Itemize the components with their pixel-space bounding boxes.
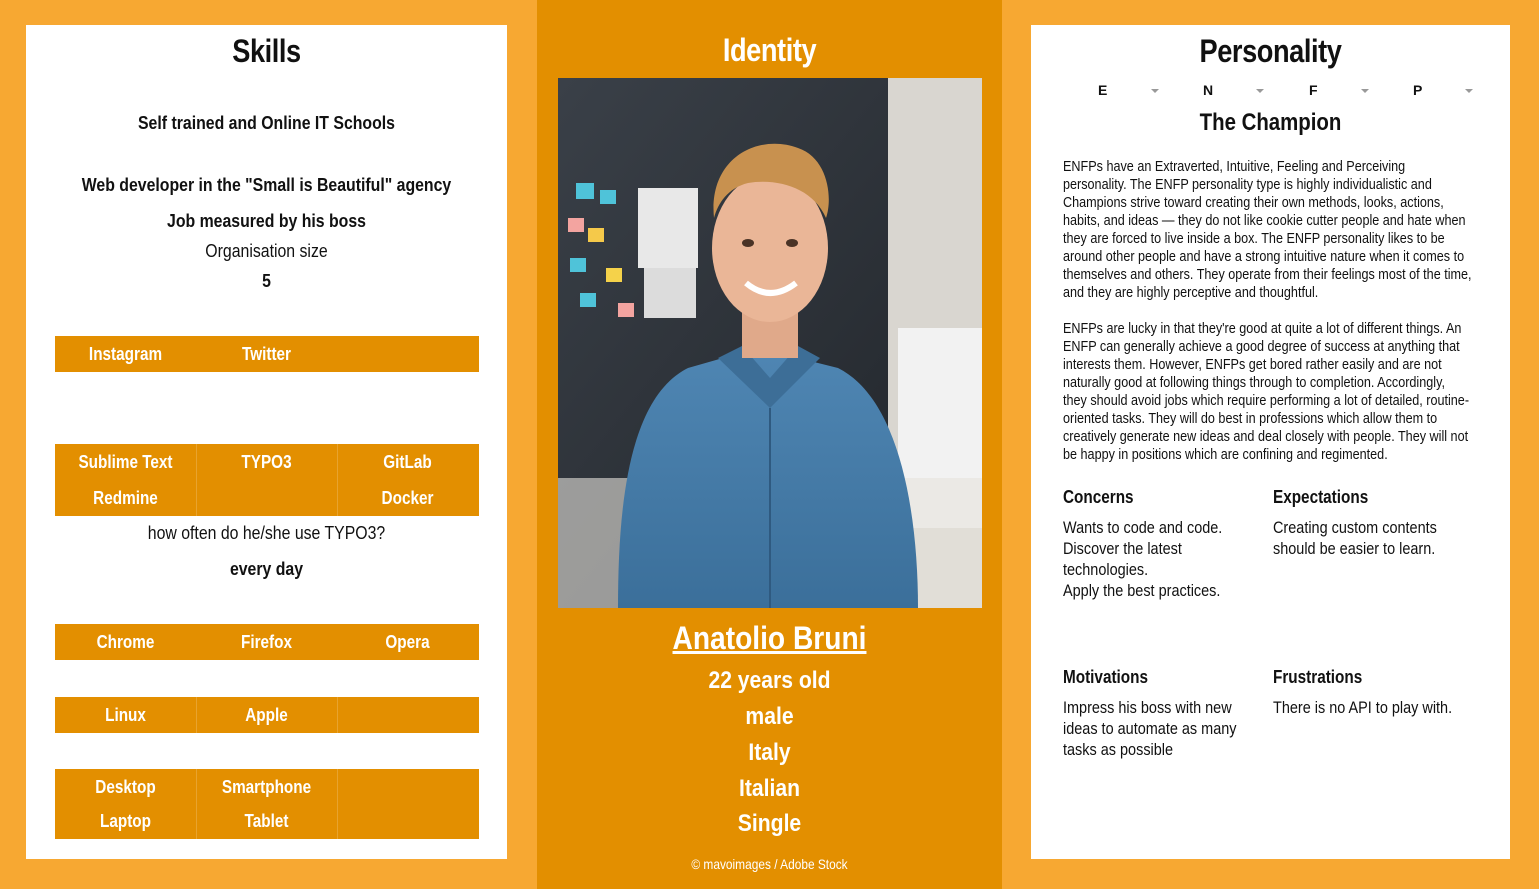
frustrations-text: There is no API to play with. (1273, 698, 1453, 717)
tool-gitlab: GitLab (383, 452, 432, 472)
education-text: Self trained and Online IT Schools (137, 113, 395, 133)
devices-strip (55, 769, 479, 839)
mbti-letter-e[interactable]: E (1098, 82, 1108, 98)
skills-panel (26, 25, 507, 859)
tool-sublime-text: Sublime Text (78, 452, 173, 472)
persona-gender: male (745, 703, 794, 730)
mbti-letter-n[interactable]: N (1203, 82, 1214, 98)
expectations-label: Expectations (1273, 487, 1369, 507)
frustrations-label: Frustrations (1273, 667, 1363, 687)
identity-title: Identity (722, 32, 817, 68)
concerns-label: Concerns (1063, 487, 1134, 507)
tool-redmine: Redmine (93, 488, 158, 508)
motivations-text: Impress his boss with new ideas to automate as many tasks as possible (1063, 698, 1237, 759)
description-paragraph-2: ENFPs are lucky in that they're good at quite a lot of different things. An ENFP can generally achieve a good degree of success at anything that interests them. However, ENFPs get bored rather easily and are not naturally good at following things through to completion. Accordingly, they should avoid jobs which require performing a lot of detailed, routine-oriented tasks. They will do best in professions which allow them to creatively generate new ideas and deal closely with people. They will not be happy in positions which are confining and regimented. (1063, 321, 1470, 463)
personality-type-name: The Champion (1199, 109, 1342, 136)
org-size-value: 5 (262, 271, 271, 291)
chevron-down-icon[interactable] (1256, 89, 1264, 93)
motivations-label: Motivations (1063, 667, 1149, 687)
browsers-strip (55, 624, 479, 660)
personality-panel (1031, 25, 1510, 859)
mbti-letter-f[interactable]: F (1309, 82, 1318, 98)
persona-age: 22 years old (708, 667, 831, 694)
os-linux: Linux (105, 705, 146, 725)
identity-panel (537, 0, 1002, 889)
os-apple: Apple (245, 705, 288, 725)
persona-status: Single (737, 810, 802, 837)
org-size-label: Organisation size (205, 241, 328, 261)
persona-nationality: Italian (738, 775, 801, 802)
person-portrait-image (558, 78, 982, 608)
chevron-down-icon[interactable] (1361, 89, 1369, 93)
tool-docker: Docker (381, 488, 434, 508)
tool-typo3: TYPO3 (241, 452, 292, 472)
divider (196, 769, 197, 839)
divider (196, 444, 197, 516)
job-text: Web developer in the "Small is Beautiful" agency (81, 175, 452, 195)
concern-item: Apply the best practices. (1063, 581, 1221, 600)
concern-item: Wants to code and code. (1063, 518, 1223, 537)
social-instagram: Instagram (88, 344, 163, 364)
persona-country: Italy (748, 739, 791, 766)
browser-chrome: Chrome (96, 632, 155, 652)
divider (337, 444, 338, 516)
usage-question: how often do he/she use TYPO3? (147, 523, 386, 543)
personality-description (1063, 158, 1472, 464)
photo-credit: © mavoimages / Adobe Stock (691, 856, 848, 872)
skills-title: Skills (232, 33, 301, 69)
divider (337, 769, 338, 839)
mbti-letter-p[interactable]: P (1413, 82, 1423, 98)
profile-photo (558, 78, 982, 608)
persona-name: Anatolio Bruni (672, 620, 867, 656)
tools-strip (55, 444, 479, 516)
usage-answer: every day (229, 559, 304, 579)
chevron-down-icon[interactable] (1465, 89, 1473, 93)
device-laptop: Laptop (100, 811, 151, 831)
expectations-text: Creating custom contents should be easier to learn. (1273, 518, 1437, 558)
device-tablet: Tablet (244, 811, 289, 831)
concern-item: Discover the latest technologies. (1063, 539, 1182, 579)
divider (337, 697, 338, 733)
browser-opera: Opera (385, 632, 430, 652)
divider (196, 697, 197, 733)
browser-firefox: Firefox (240, 632, 292, 652)
job-measure-text: Job measured by his boss (167, 211, 366, 231)
device-smartphone: Smartphone (221, 777, 312, 797)
description-paragraph-1: ENFPs have an Extraverted, Intuitive, Feeling and Perceiving personality. The ENFP personality type is highly individualistic and Champions strive toward creating their own methods, looks, actions, habits, and ideas — they do not like cookie cutter people and hate when they are forced to live inside a box. The ENFP personality likes to be around other people and have a strong intuitive nature when it comes to themselves and others. They operate from their feelings most of the time, and they are highly perceptive and thoughtful. (1063, 159, 1472, 301)
chevron-down-icon[interactable] (1151, 89, 1159, 93)
social-strip (55, 336, 479, 372)
device-desktop: Desktop (95, 777, 156, 797)
os-strip (55, 697, 479, 733)
social-twitter: Twitter (241, 344, 292, 364)
concerns-list (1063, 517, 1267, 601)
personality-title: Personality (1199, 33, 1342, 69)
